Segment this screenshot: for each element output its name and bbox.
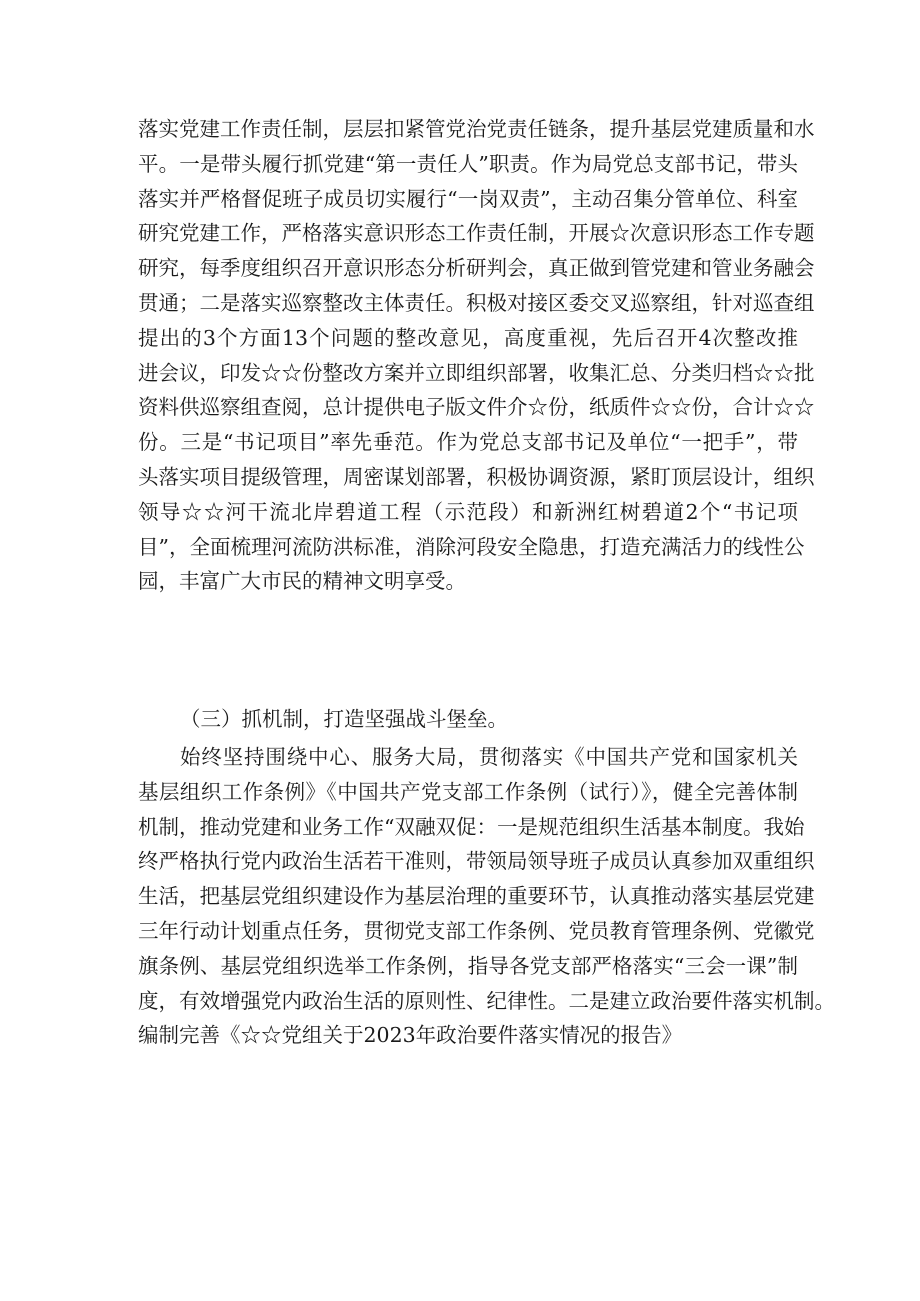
paragraph-party-building-responsibility: [138, 112, 815, 599]
text-line: 编制完善《☆☆党组关于2023年政治要件落实情况的报告》: [138, 1023, 683, 1048]
text-line: 生活，把基层党组织建设作为基层治理的重要环节，认真推动落实基层党建: [138, 884, 815, 909]
section-heading-mechanism: [138, 702, 798, 737]
text-line: 份。三是“书记项目”率先垂范。作为党总支部书记及单位“一把手”，带: [138, 430, 798, 455]
text-line: 研究，每季度组织召开意识形态分析研判会，真正做到管党建和管业务融会: [138, 256, 815, 281]
text-line: 园，丰富广大市民的精神文明享受。: [138, 569, 466, 594]
section-heading-text: （三）抓机制，打造坚强战斗堡垒。: [180, 707, 508, 731]
text-line: 基层组织工作条例》《中国共产党支部工作条例（试行）》，健全完善体制: [138, 779, 798, 804]
text-line: 领导☆☆河干流北岸碧道工程（示范段）和新洲红树碧道2个“书记项: [138, 499, 798, 524]
text-line: 提出的3个方面13个问题的整改意见，高度重视，先后召开4次整改推: [138, 325, 798, 350]
text-line: 进会议，印发☆☆份整改方案并立即组织部署，收集汇总、分类归档☆☆批: [138, 360, 815, 385]
paragraph-mechanism-building: [138, 740, 835, 1053]
text-line: 平。一是带头履行抓党建“第一责任人”职责。作为局党总支部书记，带头: [138, 151, 798, 176]
text-line: 贯通；二是落实巡察整改主体责任。积极对接区委交叉巡察组，针对巡查组: [138, 290, 815, 315]
text-line: 目”，全面梳理河流防洪标准，消除河段安全隐患，打造充满活力的线性公: [138, 534, 805, 559]
text-line: 旗条例、基层党组织选举工作条例，指导各党支部严格落实“三会一课”制: [138, 953, 798, 978]
text-line: 落实党建工作责任制，层层扣紧管党治党责任链条，提升基层党建质量和水: [138, 117, 815, 141]
text-line: 落实并严格督促班子成员切实履行“一岗双责”，主动召集分管单位、科室: [138, 186, 798, 211]
text-line: 研究党建工作，严格落实意识形态工作责任制，开展☆次意识形态工作专题: [138, 221, 815, 246]
text-line: 资料供巡察组查阅，总计提供电子版文件介☆份，纸质件☆☆份，合计☆☆: [138, 395, 815, 420]
text-line: 度，有效增强党内政治生活的原则性、纪律性。二是建立政治要件落实机制。: [138, 988, 835, 1013]
text-line: 头落实项目提级管理，周密谋划部署，积极协调资源，紧盯顶层设计，组织: [138, 464, 815, 489]
text-line: 始终坚持围绕中心、服务大局，贯彻落实《中国共产党和国家机关: [180, 745, 798, 769]
text-line: 终严格执行党内政治生活若干准则，带领局领导班子成员认真参加双重组织: [138, 849, 815, 874]
text-line: 三年行动计划重点任务，贯彻党支部工作条例、党员教育管理条例、党徽党: [138, 918, 815, 943]
text-line: 机制，推动党建和业务工作“双融双促：一是规范组织生活基本制度。我始: [138, 814, 805, 839]
